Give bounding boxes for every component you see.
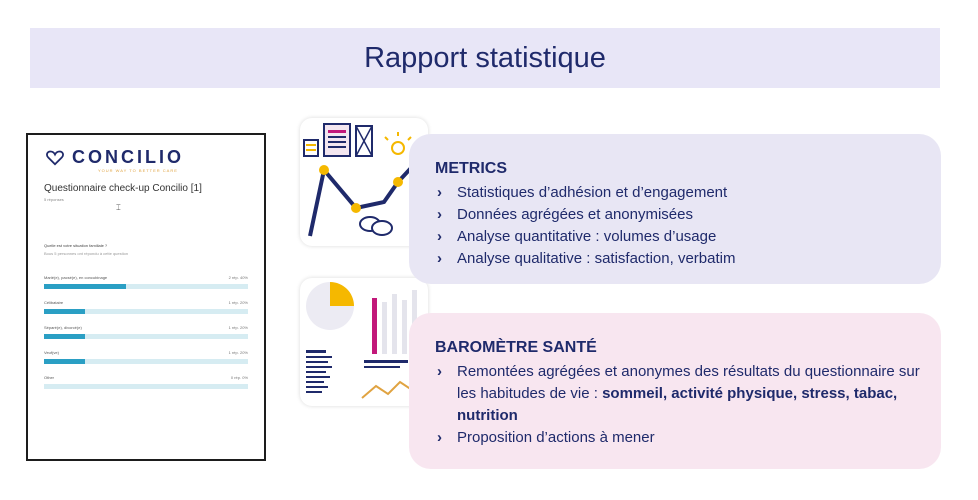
option-value: 2 rép. 40% [228, 275, 248, 280]
option-label: Célibataire [44, 300, 64, 305]
cursor-icon: ⌶ [116, 203, 121, 212]
metrics-item: › Analyse quantitative : volumes d’usage [435, 226, 941, 248]
barometre-title: BAROMÈTRE SANTÉ [435, 339, 597, 356]
option-label: Marié(e), pacsé(e), en concubinage [44, 275, 108, 280]
metrics-item: › Analyse qualitative : satisfaction, verbatim [435, 248, 941, 270]
metrics-title: METRICS [435, 160, 507, 177]
barometre-item [435, 361, 927, 427]
barometre-item-text: Remontées agrégées et anonymes des résultats du questionnaire sur les habitudes de vie : [457, 363, 920, 402]
option-label: Other [44, 375, 55, 380]
title-banner [30, 28, 940, 88]
logo-tagline: YOUR WAY TO BETTER CARE [98, 168, 178, 173]
document-preview [26, 133, 266, 461]
metrics-item: › Données agrégées et anonymisées [435, 204, 941, 226]
option-bar-fill [44, 334, 85, 339]
survey-option-row [44, 375, 248, 395]
option-label: Veuf(ve) [44, 350, 59, 355]
question-title: Quelle est votre situation familiale ? [44, 243, 108, 248]
option-bar-track [44, 384, 248, 389]
page-title: Rapport statistique [364, 41, 606, 74]
option-value: 1 rép. 20% [228, 325, 248, 330]
concilio-logo [46, 147, 184, 168]
survey-option-row [44, 325, 248, 345]
barometre-item: › Proposition d’actions à mener [435, 427, 941, 449]
heart-logo-icon [46, 149, 64, 166]
survey-option-row [44, 300, 248, 320]
logo-text: CONCILIO [72, 147, 184, 167]
option-bar-track [44, 284, 248, 289]
option-value: 1 rép. 20% [228, 300, 248, 305]
option-bar-track [44, 359, 248, 364]
option-bar-fill [44, 309, 85, 314]
metrics-card [409, 134, 941, 284]
option-bar-fill [44, 359, 85, 364]
response-count: 5 réponses [44, 197, 64, 202]
option-bar-track [44, 334, 248, 339]
question-subtitle: Bous 5 personnes ont répondu à cette question [44, 251, 129, 256]
metrics-item: › Statistiques d’adhésion et d’engagement [435, 182, 941, 204]
option-value: 1 rép. 20% [228, 350, 248, 355]
option-value: 0 rép. 0% [230, 375, 248, 380]
barometre-item-emphasis: sommeil, activité physique, stress, tabac, nutrition [457, 385, 898, 424]
option-label: Séparé(e), divorcé(e) [44, 325, 82, 330]
option-bar-track [44, 309, 248, 314]
survey-option-row [44, 350, 248, 370]
barometre-card [409, 313, 941, 469]
option-bar-fill [44, 284, 126, 289]
survey-option-row [44, 275, 248, 295]
questionnaire-title: Questionnaire check-up Concilio [1] [44, 183, 202, 194]
